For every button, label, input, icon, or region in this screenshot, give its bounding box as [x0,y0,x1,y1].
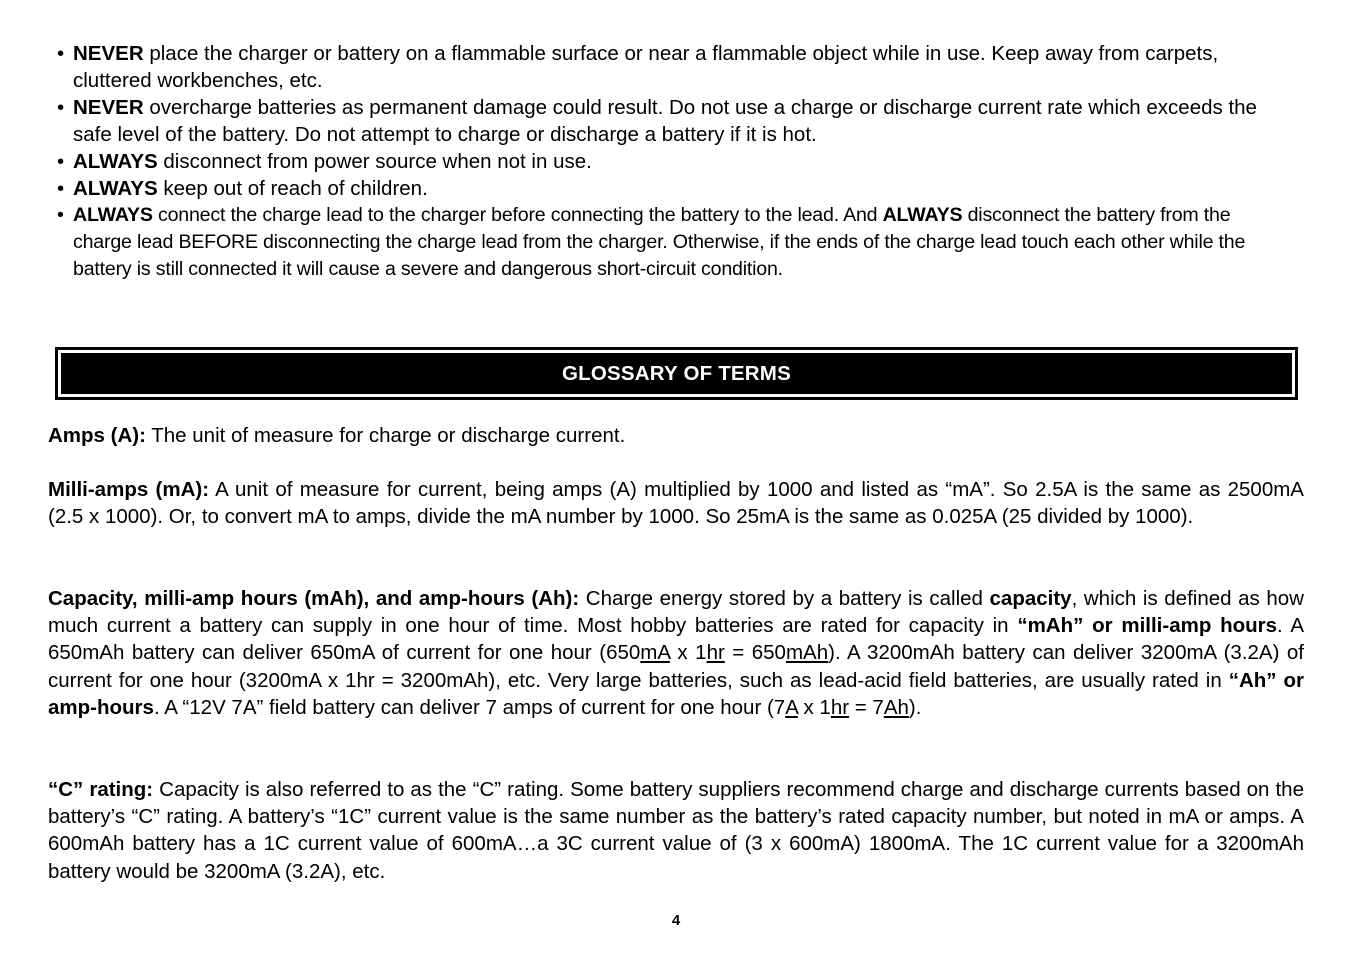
bullet-text: place the charger or battery on a flammable surface or near a flammable object while in use. Keep away from carpets, cluttered workbenches, etc. [73,42,1219,92]
safety-bullet [57,148,1267,175]
glossary-definition: . A 650mAh battery can deliver 650mA of current for one hour (650 [48,614,1305,665]
glossary-definition: Charge energy stored by a battery is called [579,587,990,610]
unit-underlined: hr [830,695,850,719]
safety-bullet-list [57,40,1267,283]
bullet-text: overcharge batteries as permanent damage could result. Do not use a charge or discharge current rate which exceeds the safe level of the battery. Do not attempt to charge or discharge a battery if it is hot. [73,96,1257,146]
safety-bullet [57,175,1267,202]
glossary-term: Milli-amps (mA): [48,478,210,501]
glossary-term: Amps (A): [48,424,146,447]
bullet-text: keep out of reach of children. [157,177,428,200]
bullet-marker: • [57,96,65,119]
unit-underlined: hr [706,641,725,665]
emphasis: capacity [989,587,1072,610]
section-banner [55,347,1298,400]
bullet-keyword: ALWAYS [73,177,158,200]
bullet-keyword: NEVER [73,96,144,119]
glossary-definition: A unit of measure for current, being amps (A) multiplied by 1000 and listed as “mA”. So 2.5A is the same as 2500mA (2.5 x 1000). Or, to convert mA to amps, divide the mA number by 1000. So 25mA is the same as 0.025A (25 divided by 1000). [48,478,1304,529]
unit-underlined: Ah [883,695,909,719]
glossary-definition: The unit of measure for charge or discharge current. [145,424,626,447]
glossary-definition: x 1 [797,695,831,719]
bullet-keyword: ALWAYS [882,204,963,226]
safety-bullet [57,40,1267,94]
glossary-entry-amps [48,422,1304,449]
glossary-term: “C” rating: [48,778,154,801]
glossary-definition: = 650 [724,641,786,665]
bullet-text: disconnect the battery from the charge lead BEFORE disconnecting the charge lead from the charger. Otherwise, if the ends of the charge lead touch each other while the battery is still connected it will cause a severe and dangerous short-circuit condition. [73,204,1246,280]
glossary-definition: x 1 [669,641,707,665]
bullet-text: connect the charge lead to the charger before connecting the battery to the lead. And [152,204,883,226]
glossary-term: Capacity, milli-amp hours (mAh), and amp-hours (Ah): [48,587,580,610]
glossary-entry-capacity [48,585,1304,721]
bullet-marker: • [57,204,64,226]
safety-bullet [57,202,1267,283]
unit-underlined: mA [640,641,670,665]
unit-underlined: A [785,695,798,719]
glossary-definition: . A “12V 7A” field battery can deliver 7 amps of current for one hour (7 [153,695,786,719]
glossary-definition: ). A 3200mAh battery can deliver 3200mA (3.2A) of current for one hour (3200mA x 1hr = 3200mAh), etc. Very large batteries, such as lead-acid field batteries, are usually rated in [48,641,1304,692]
glossary-entry-c-rating [48,776,1304,885]
section-title: GLOSSARY OF TERMS [61,353,1292,394]
glossary-entry-milliamps [48,476,1304,530]
safety-bullet [57,94,1267,148]
emphasis: “Ah” or amp-hours [48,668,1304,719]
bullet-keyword: ALWAYS [73,150,158,173]
glossary-definition: Capacity is also referred to as the “C” rating. Some battery suppliers recommend charge and discharge currents based on the battery’s “C” rating. A battery’s “1C” current value is the same number as the battery’s rated capacity number, but noted in mA or amps. A 600mAh battery has a 1C current value of 600mA…a 3C current value of (3 x 600mA) 1800mA. The 1C current value for a 3200mAh battery would be 3200mA (3.2A), etc. [48,778,1304,883]
glossary-definition: = 7 [849,695,884,719]
unit-underlined: mAh [785,641,829,665]
bullet-marker: • [57,177,65,200]
bullet-keyword: NEVER [73,42,144,65]
bullet-text: disconnect from power source when not in use. [157,150,592,173]
bullet-marker: • [57,150,65,173]
glossary-definition: , which is defined as how much current a battery can supply in one hour of time. Most hobby batteries are rated for capacity in [48,587,1304,638]
page-number: 4 [671,912,681,929]
emphasis: “mAh” or milli-amp hours [1017,614,1278,638]
glossary-definition: ). [908,695,922,719]
bullet-marker: • [57,42,65,65]
bullet-keyword: ALWAYS [73,204,153,226]
